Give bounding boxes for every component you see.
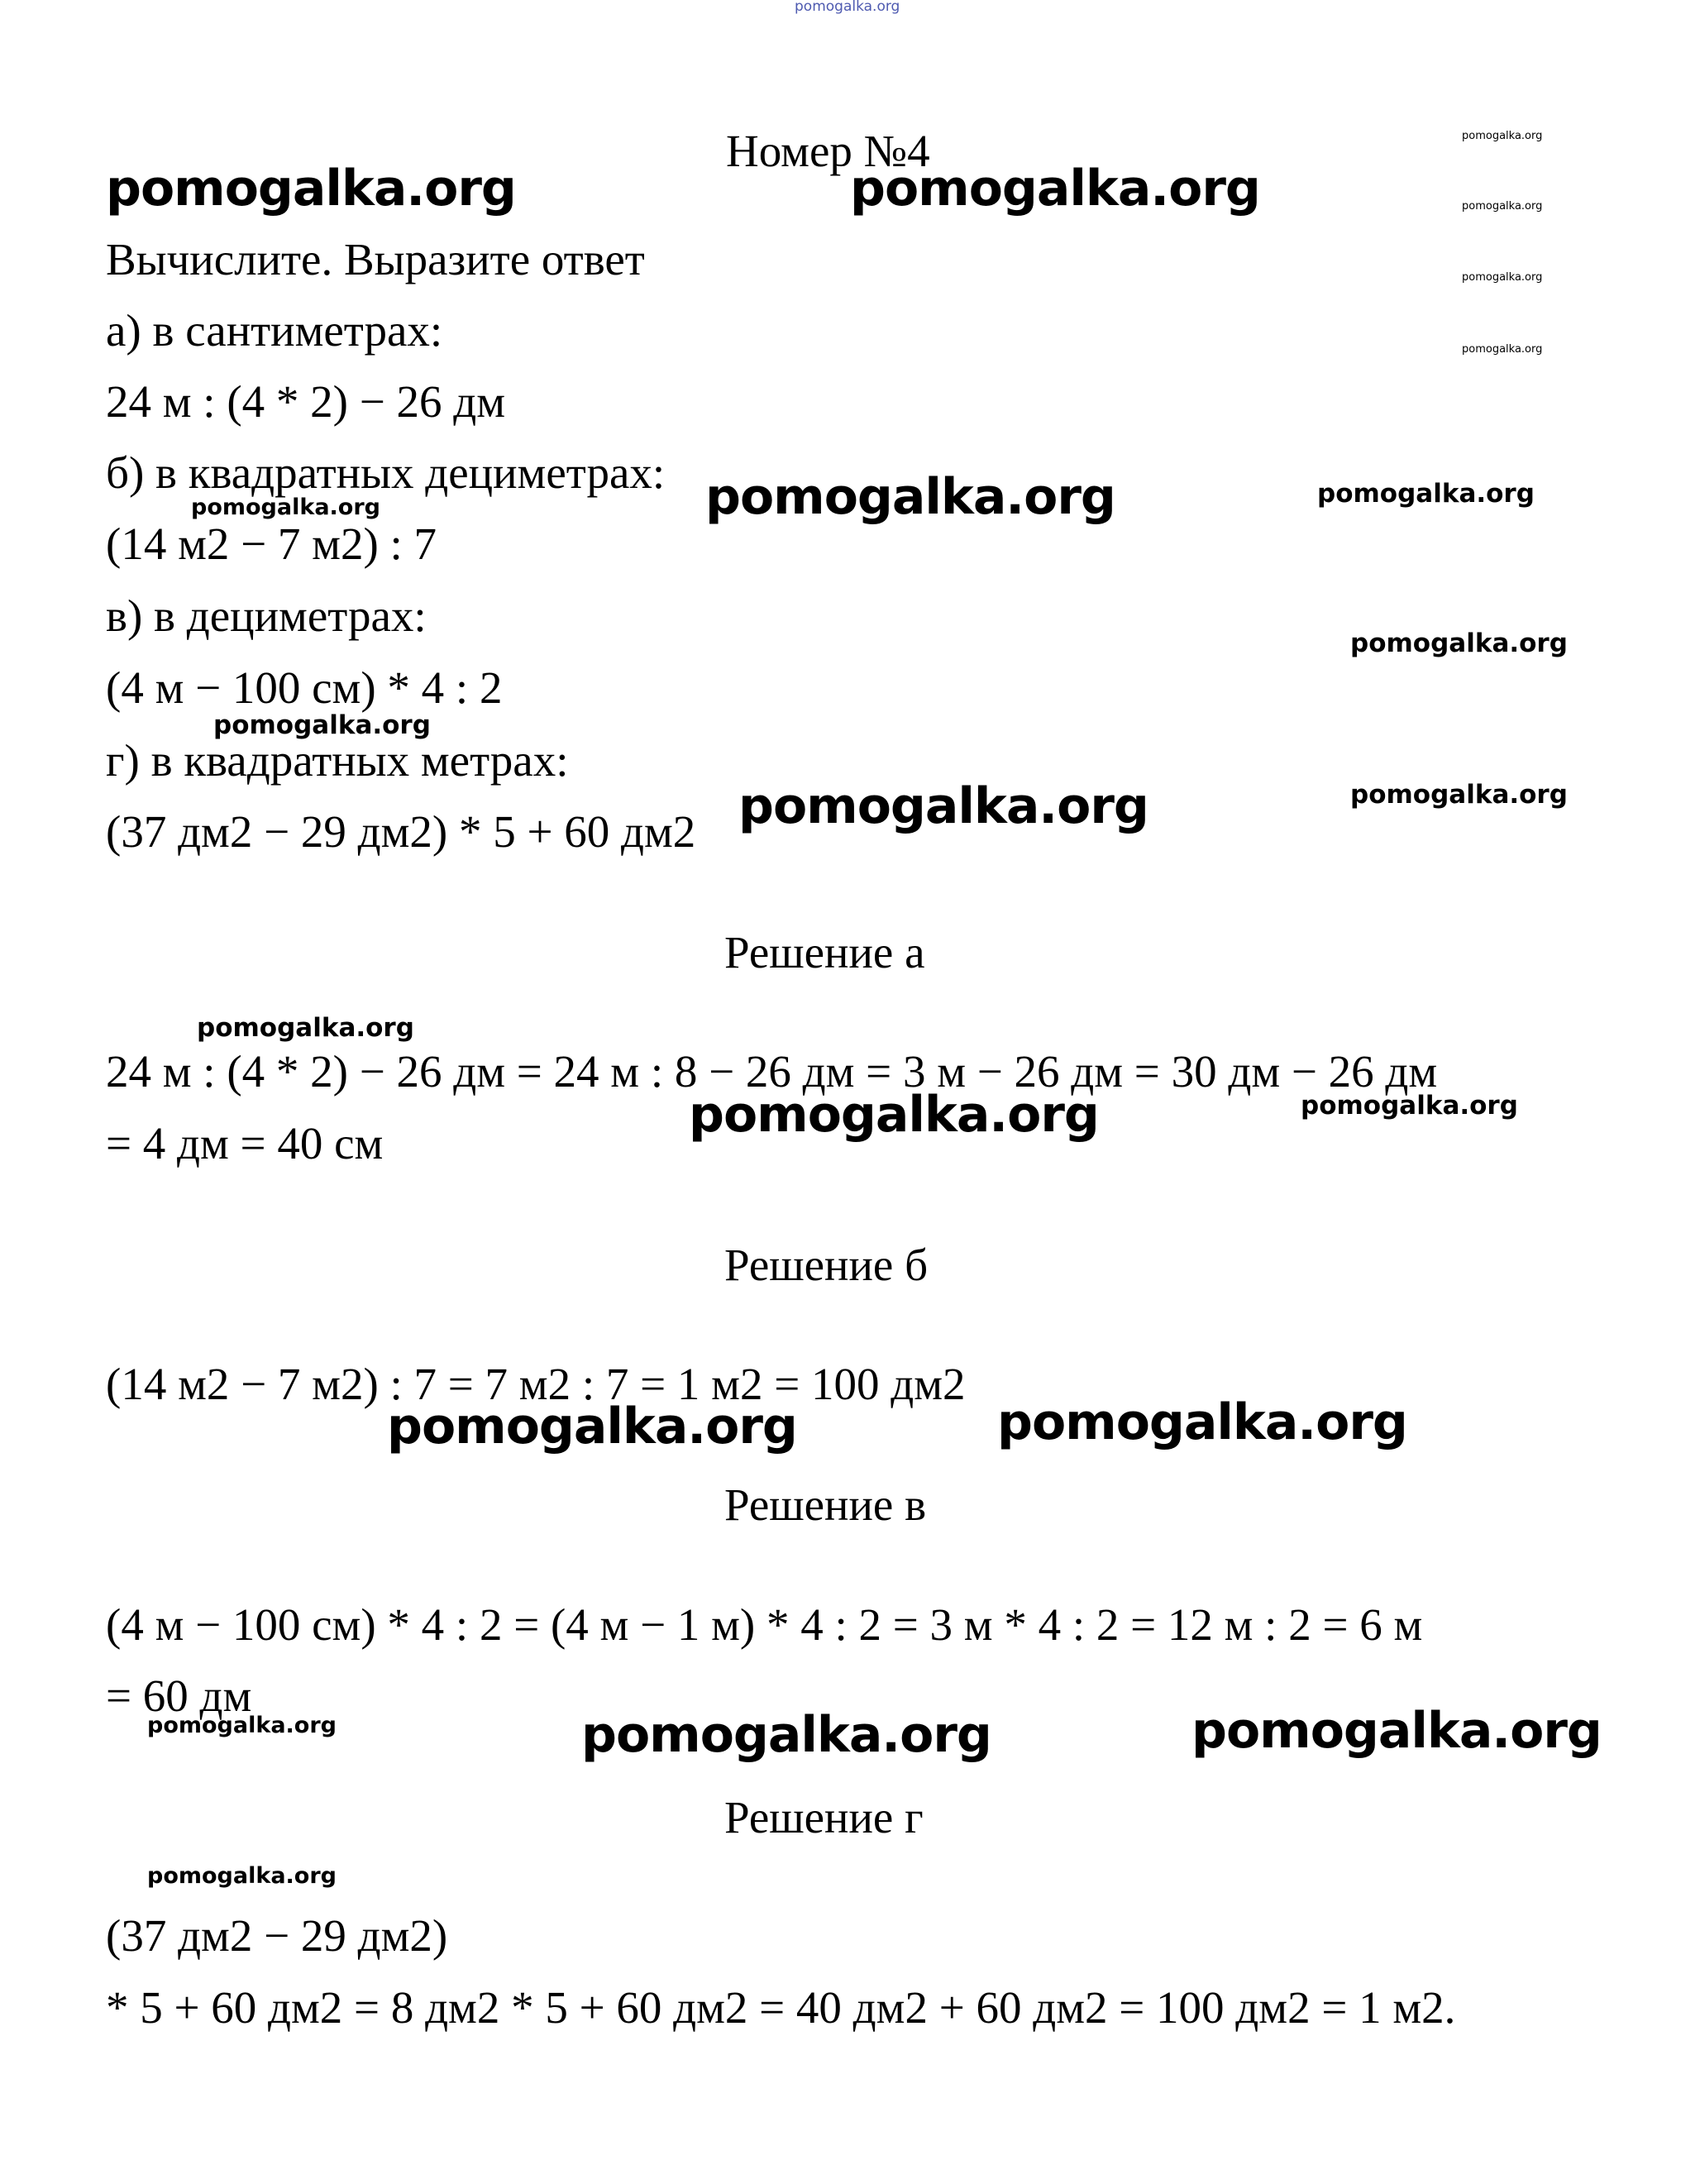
task-a-label: а) в сантиметрах: — [106, 305, 443, 356]
solution-a-line-2: = 4 дм = 40 см — [106, 1118, 384, 1168]
watermark: pomogalka.org — [1462, 200, 1543, 213]
watermark: pomogalka.org — [1462, 271, 1543, 284]
task-intro: Вычислите. Выразите ответ — [106, 234, 645, 284]
solution-d-line-1: (37 дм2 − 29 дм2) — [106, 1910, 448, 1961]
watermark: pomogalka.org — [1462, 343, 1543, 356]
page-title: Номер №4 — [726, 126, 930, 176]
watermark: pomogalka.org — [147, 1713, 337, 1738]
task-b-expr: (14 м2 − 7 м2) : 7 — [106, 519, 437, 569]
watermark: pomogalka.org — [147, 1863, 337, 1889]
watermark: pomogalka.org — [738, 777, 1148, 835]
watermark: pomogalka.org — [1317, 479, 1535, 509]
solution-c-line-2: = 60 дм — [106, 1670, 252, 1721]
watermark: pomogalka.org — [1191, 1702, 1602, 1760]
watermark: pomogalka.org — [1462, 130, 1543, 142]
watermark: pomogalka.org — [850, 160, 1260, 217]
solution-b-heading: Решение б — [724, 1240, 929, 1290]
watermark: pomogalka.org — [197, 1013, 414, 1043]
watermark: pomogalka.org — [705, 468, 1115, 526]
watermark: pomogalka.org — [689, 1086, 1099, 1144]
solution-d-heading: Решение г — [724, 1792, 924, 1842]
task-c-expr: (4 м − 100 см) * 4 : 2 — [106, 662, 503, 713]
task-d-label: г) в квадратных метрах: — [106, 735, 569, 786]
watermark: pomogalka.org — [997, 1393, 1407, 1451]
task-a-expr: 24 м : (4 * 2) − 26 дм — [106, 376, 506, 427]
watermark: pomogalka.org — [213, 710, 431, 740]
solution-c-heading: Решение в — [724, 1479, 927, 1530]
watermark: pomogalka.org — [1350, 780, 1568, 810]
watermark: pomogalka.org — [581, 1706, 991, 1764]
solution-c-line-1: (4 м − 100 см) * 4 : 2 = (4 м − 1 м) * 4 : 2 = 3 м * 4 : 2 = 12 м : 2 = 6 м — [106, 1599, 1423, 1650]
task-d-expr: (37 дм2 − 29 дм2) * 5 + 60 дм2 — [106, 806, 696, 857]
watermark: pomogalka.org — [387, 1398, 797, 1455]
solution-a-heading: Решение а — [724, 927, 925, 977]
solution-b-line-1: (14 м2 − 7 м2) : 7 = 7 м2 : 7 = 1 м2 = 100 дм2 — [106, 1359, 966, 1409]
watermark: pomogalka.org — [191, 495, 380, 520]
task-b-label: б) в квадратных дециметрах: — [106, 447, 666, 498]
solution-d-line-2: * 5 + 60 дм2 = 8 дм2 * 5 + 60 дм2 = 40 дм2 + 60 дм2 = 100 дм2 = 1 м2. — [106, 1982, 1456, 2033]
watermark: pomogalka.org — [1301, 1091, 1518, 1121]
solution-a-line-1: 24 м : (4 * 2) − 26 дм = 24 м : 8 − 26 дм = 3 м − 26 дм = 30 дм − 26 дм — [106, 1046, 1438, 1097]
watermark: pomogalka.org — [1350, 628, 1568, 658]
task-c-label: в) в дециметрах: — [106, 590, 427, 641]
watermark: pomogalka.org — [795, 0, 900, 15]
watermark: pomogalka.org — [106, 160, 516, 217]
